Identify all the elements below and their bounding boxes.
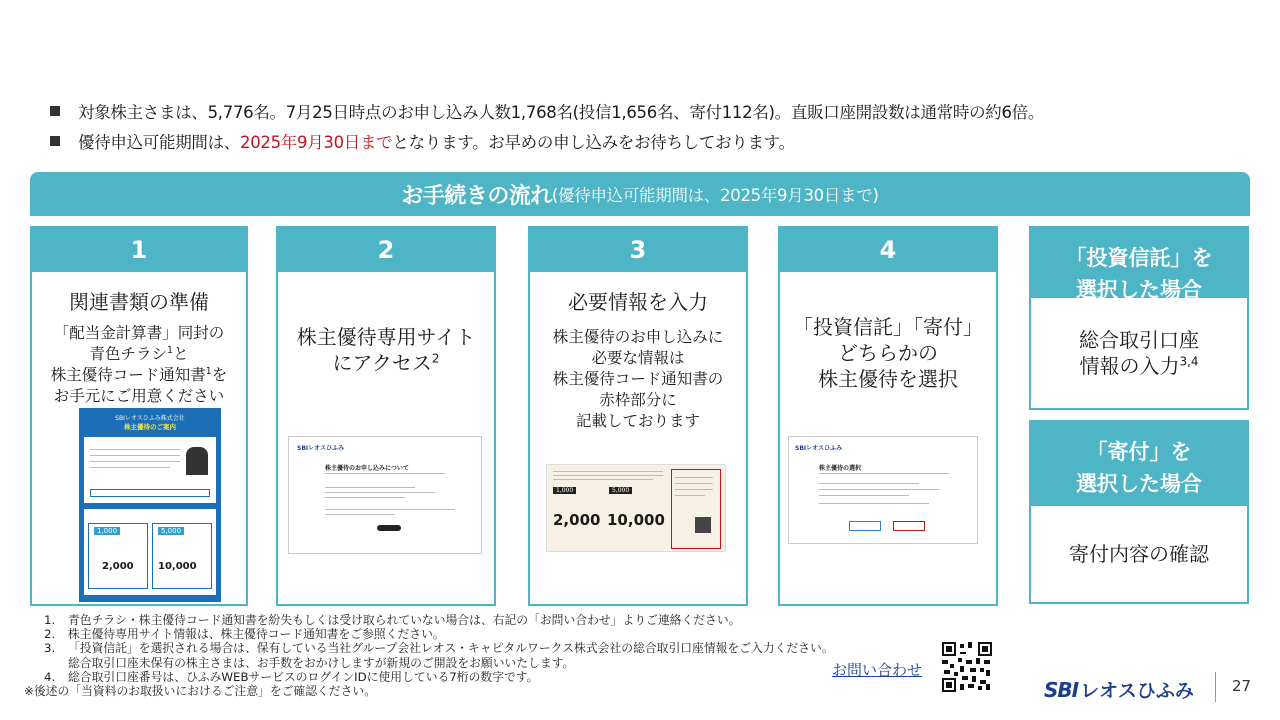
desc-fragment: 株主優待コード通知書 [50, 366, 206, 384]
body-line: 寄付内容の確認 [1069, 542, 1209, 566]
site-heading: 株主優待のお申し込みについて [325, 465, 409, 472]
heading-line: 選択した場合 [1076, 278, 1202, 302]
donation-box [1029, 420, 1249, 604]
step-number: 1 [32, 228, 246, 272]
qr-code-icon [695, 517, 711, 533]
desc-fragment: を [211, 366, 228, 384]
heading-line: 「投資信託」を [1065, 246, 1213, 270]
body-line [1079, 353, 1199, 379]
site-logo: SBIレオスひふみ [297, 445, 345, 452]
step-description [32, 323, 246, 407]
side-heading [1031, 422, 1247, 506]
banner-title: お手続きの流れ [401, 183, 552, 209]
site-logo: SBIレオスひふみ [795, 445, 843, 452]
footnote-ref: 1 [167, 344, 173, 356]
code-amount: 10,000 [607, 511, 665, 529]
step-description [530, 327, 746, 432]
flyer-badge: 1,000 [94, 527, 120, 535]
banner-subtitle: (優待申込可能期間は、2025年9月30日まで) [551, 186, 879, 205]
flyer-brand: SBIレオスひふみ株式会社 [115, 415, 185, 422]
footnote [44, 613, 834, 627]
caution-note: ※後述の「当資料のお取扱いにおけるご注意」をご確認ください。 [24, 684, 376, 699]
step-1-card [30, 226, 248, 606]
step-title: 関連書類の準備 [69, 290, 209, 314]
desc-line: 赤枠部分に [599, 391, 677, 409]
footer-divider [1215, 672, 1216, 702]
desc-line: 必要な情報は [591, 349, 685, 367]
code-notice-thumbnail [546, 464, 726, 552]
heading-line: 選択した場合 [1076, 472, 1202, 496]
selection-screenshot-thumbnail [788, 436, 978, 544]
desc-line: 記載しております [575, 412, 700, 430]
flyer-badge: 5,000 [158, 527, 184, 535]
desc-line: お手元にご用意ください [53, 387, 225, 405]
step-3-card [528, 226, 748, 606]
deadline-highlight: 2025年9月30日まで [240, 133, 393, 152]
desc-line: 株主優待のお申し込みに [552, 328, 724, 346]
footnote-text: 総合取引口座番号は、ひふみWEBサービスのログインIDに使用している7桁の数字です。 [68, 669, 539, 684]
code-badge: 1,000 [553, 487, 576, 494]
logo-sbi: SBI [1044, 677, 1079, 702]
footnote [44, 656, 834, 670]
footnote-key: 3. [44, 641, 56, 656]
code-amount: 2,000 [553, 511, 601, 529]
procedure-banner [30, 172, 1250, 216]
footnote-text: 株主優待専用サイト情報は、株主優待コード通知書をご参照ください。 [68, 627, 445, 642]
summary-bullets [48, 96, 1248, 156]
footnote [44, 627, 834, 641]
bullet-item [48, 126, 1248, 156]
red-frame [671, 469, 721, 549]
choice-button-icon [849, 521, 881, 531]
footnote-ref: 1 [205, 365, 212, 377]
step-4-card [778, 226, 998, 606]
company-logo [1044, 676, 1194, 703]
flyer-thumbnail [79, 408, 221, 602]
bullet-text: 対象株主さまは、5,776名。7月25日時点のお申し込み人数1,768名(投信1,656名、寄付112名)。直販口座開設数は通常時の約6倍。 [78, 103, 1045, 122]
flyer-amount: 10,000 [158, 561, 197, 572]
footnotes [24, 613, 834, 699]
desc-line: 株主優待コード通知書の [552, 370, 724, 388]
flyer-title: 株主優待のご案内 [124, 423, 176, 431]
footnote [44, 641, 834, 655]
flyer-amount: 2,000 [102, 561, 134, 572]
desc-line [32, 365, 246, 386]
footnote-key: 2. [44, 627, 56, 642]
desc-line [32, 344, 246, 365]
person-photo-icon [186, 447, 208, 475]
step-title [278, 324, 494, 376]
title-line: 株主優待専用サイト [296, 325, 476, 349]
logo-name: レオスひふみ [1080, 680, 1194, 702]
desc-line: 「配当金計算書」同封の [53, 324, 225, 342]
desc-fragment: と [172, 345, 189, 363]
side-body [1031, 298, 1247, 408]
code-badge: 5,000 [609, 487, 632, 494]
square-bullet-icon [50, 106, 60, 116]
title-line: どちらかの [838, 341, 938, 365]
selection-heading: 株主優待の選択 [819, 465, 862, 472]
side-heading [1031, 228, 1247, 302]
footnote-ref: 3,4 [1179, 354, 1199, 369]
bullet-text-pre: 優待申込可能期間は、 [78, 133, 241, 152]
bullet-item [48, 96, 1248, 126]
title-line: 「投資信託」「寄付」 [793, 315, 983, 339]
step-title [780, 314, 996, 392]
footnote-text: 「投資信託」を選択される場合は、保有している当社グループ会社レオス・キャピタルワークス株式会社の総合取引口座情報をご入力ください。 [68, 641, 834, 656]
title-line [278, 350, 494, 376]
site-screenshot-thumbnail [288, 436, 482, 554]
step-title: 必要情報を入力 [568, 290, 708, 314]
title-fragment: にアクセス [332, 351, 432, 375]
flyer-panel [84, 437, 216, 503]
heading-line: 「寄付」を [1086, 440, 1192, 464]
footnote-key: 4. [44, 669, 56, 684]
footnote-key [44, 656, 68, 670]
body-line: 総合取引口座 [1079, 328, 1199, 352]
title-line: 株主優待を選択 [818, 367, 958, 391]
side-body [1031, 506, 1247, 602]
step-2-card [276, 226, 496, 606]
choice-button-icon [893, 521, 925, 531]
footnote-text: 総合取引口座未保有の株主さまは、お手数をおかけしますが新規のご開設をお願いいたします。 [68, 655, 575, 670]
footnote-text: 青色チラシ・株主優待コード通知書を紛失もしくは受け取られていない場合は、右記の「お問い合わせ」よりご連絡ください。 [68, 613, 741, 627]
footnote-key: 1. [44, 613, 56, 627]
footnote-ref: 2 [431, 351, 440, 366]
contact-link[interactable]: お問い合わせ [832, 661, 923, 679]
page-number: 27 [1232, 677, 1252, 695]
footnote [44, 670, 834, 684]
investment-trust-box [1029, 226, 1249, 410]
desc-fragment: 青色チラシ [89, 345, 168, 363]
site-button-icon [377, 525, 401, 531]
bullet-text-post: となります。お早めの申し込みをお待ちしております。 [392, 133, 795, 152]
step-number: 2 [278, 228, 494, 272]
qr-code-icon[interactable] [942, 642, 992, 692]
flyer-amount-panel [84, 509, 216, 595]
body-fragment: 情報の入力 [1079, 354, 1180, 378]
step-number: 3 [530, 228, 746, 272]
step-number: 4 [780, 228, 996, 272]
square-bullet-icon [50, 136, 60, 146]
